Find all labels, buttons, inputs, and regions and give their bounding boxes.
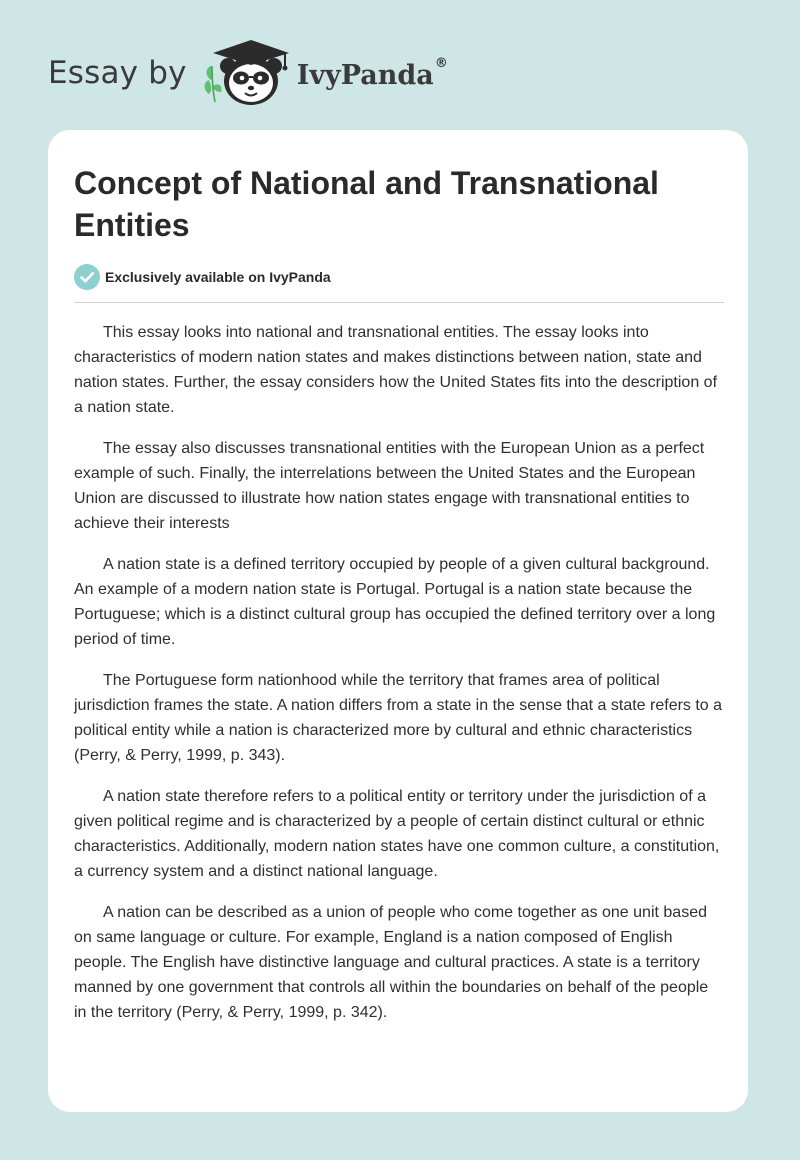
essay-body xyxy=(74,320,724,1041)
title-divider xyxy=(74,302,724,303)
exclusive-badge-label: Exclusively available on IvyPanda xyxy=(105,269,331,285)
essay-paragraph: A nation can be described as a union of people who come together as one unit based on same language or culture. For example, England is a nation composed of English people. The English have distinctive language and cultural practices. A state is a territory manned by one government that controls all within the boundaries on behalf of the people in the territory (Perry, & Perry, 1999, p. 342). xyxy=(74,904,709,1021)
essay-paragraph: A nation state is a defined territory occupied by people of a given cultural background. An example of a modern nation state is Portugal. Portugal is a nation state because the Portuguese; which is a distinct cultural group has occupied the defined territory over a long period of time. xyxy=(74,556,716,648)
site-header xyxy=(48,36,448,110)
brand-name-text: IvyPanda xyxy=(296,59,434,91)
essay-paragraph: A nation state therefore refers to a political entity or territory under the jurisdiction of a given political regime and is characterized by a people of certain distinct cultural or ethnic characteristics. Additionally, modern nation states have one common culture, a constitution, a currency system and a distinct national language. xyxy=(74,788,720,880)
checkmark-circle-icon xyxy=(74,264,100,290)
essay-title: Concept of National and Transnational Entities xyxy=(74,165,659,243)
essay-paragraph: The essay also discusses transnational entities with the European Union as a perfect example of such. Finally, the interrelations between the United States and the European Union are discussed to illustrate how nation states engage with transnational entities to achieve their interests xyxy=(74,440,705,532)
panda-graduate-logo-icon[interactable] xyxy=(201,36,295,110)
exclusive-badge xyxy=(74,264,331,290)
essay-paragraph: The Portuguese form nationhood while the territory that frames area of political jurisdiction frames the state. A nation differs from a state in the sense that a state refers to a political entity while a nation is characterized more by cultural and ethnic characteristics (Perry, & Perry, 1999, p. 343). xyxy=(74,672,723,764)
essay-paragraph: This essay looks into national and transnational entities. The essay looks into characteristics of modern nation states and makes distinctions between nation, state and nation states. Further, the essay considers how the United States fits into the description of a nation state. xyxy=(74,324,718,416)
essay-card xyxy=(48,130,748,1112)
registered-mark: ® xyxy=(434,55,448,71)
brand-name[interactable] xyxy=(296,55,448,91)
essay-by-label: Essay by xyxy=(48,55,187,91)
